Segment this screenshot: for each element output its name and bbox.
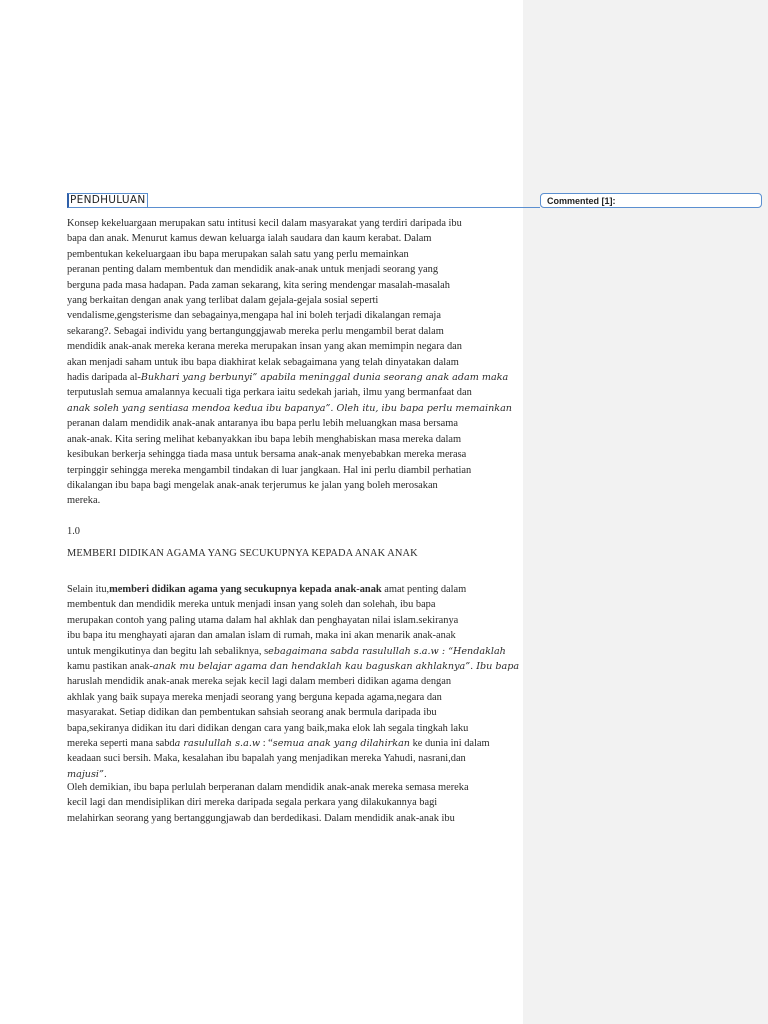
text-run: kamu pastikan anak- [67, 661, 153, 673]
text-line: terputuslah semua amalannya kecuali tiga perkara iaitu sedekah jariah, ilmu yang bermanfaat dan [67, 387, 472, 399]
section-title[interactable]: MEMBERI DIDIKAN AGAMA YANG SECUKUPNYA KEPADA ANAK ANAK [67, 548, 418, 559]
text-line: mendidik anak-anak mereka kerana mereka merupakan insan yang akan memimpin negara dan [67, 341, 462, 353]
text-line: terpinggir sehingga mereka mengambil tindakan di luar jangkaan. Hal ini perlu diambil perhatian [67, 464, 472, 476]
text-line: akhlak yang baik supaya mereka menjadi seorang yang berguna kepada agama,negara dan [67, 691, 442, 703]
text-line: peranan penting dalam membentuk dan mendidik anak-anak untuk menjadi seorang yang [67, 264, 439, 276]
text-line: Konsep kekeluargaan merupakan satu intitusi kecil dalam masyarakat yang terdiri daripada ibu [67, 218, 462, 229]
text-line: bapa dan anak. Menurut kamus dewan keluarga ialah saudara dan kaum kerabat. Dalam [67, 233, 432, 245]
text-line: peranan dalam mendidik anak-anak antaranya ibu bapa perlu lebih meluangkan masa bersama [67, 418, 458, 430]
text-line: kecil lagi dan mendisiplikan diri mereka daripada segala perkara yang dilakukannya bagi [67, 797, 438, 809]
text-line: dikalangan ibu bapa bagi mengelak anak-anak terjerumus ke jalan yang boleh merosakan [67, 479, 438, 491]
text-run: hadis daripada al- [67, 372, 141, 384]
text-line: keadaan suci bersih. Maka, kesalahan ibu bapalah yang menjadikan mereka Yahudi, nasrani,dan [67, 753, 466, 765]
text-run: : “ [260, 738, 273, 750]
text-run: Selain itu, [67, 584, 110, 595]
comment-margin-pane [523, 0, 768, 1024]
hadith-text-run: semua anak yang dilahirkan [272, 738, 410, 750]
hadith-text-line: majusi”. [67, 768, 107, 780]
text-line: melahirkan seorang yang bertanggungjawab dan berdedikasi. Dalam mendidik anak-anak ibu [67, 812, 455, 824]
text-run: mereka seperti mana sabd [67, 738, 175, 750]
text-line: Oleh demikian, ibu bapa perlulah berperanan dalam mendidik anak-anak mereka semasa mereka [67, 782, 469, 793]
text-line: haruslah mendidik anak-anak mereka sejak kecil lagi dalam memberi didikan agama dengan [67, 676, 452, 688]
text-line [67, 736, 517, 751]
text-line: masyarakat. Setiap didikan dan pembentukan sahsiah seorang anak bermula daripada ibu [67, 707, 437, 719]
text-line: sekarang?. Sebagai individu yang bertangunggjawab mereka perlu mengambil berat dalam [67, 325, 444, 337]
text-line: kesibukan berkerja sehingga tiada masa untuk bersama anak-anak menyebabkan mereka merasa [67, 449, 467, 461]
text-line: ibu bapa itu menghayati ajaran dan amalan islam di rumah, maka ini akan menarik anak-anak [67, 630, 456, 642]
text-line: pembentukan kekeluargaan ibu bapa merupakan salah satu yang perlu memainkan [67, 248, 409, 260]
text-line [67, 659, 520, 674]
text-line [67, 582, 517, 597]
text-line [67, 644, 517, 659]
paragraph-conclusion[interactable] [67, 780, 517, 826]
text-line: bapa,sekiranya didikan itu dari didikan dengan cara yang baik,maka elok lah segala tingkah laku [67, 722, 469, 734]
hadith-text-line: anak soleh yang sentiasa mendoa kedua ibu bapanya”. Oleh itu, ibu bapa perlu memainkan [67, 402, 512, 414]
hadith-text-run: Bukhari yang berbunyi” apabila meninggal dunia seorang anak adam maka [140, 372, 509, 384]
comment-balloon[interactable]: Commented [1]: [540, 193, 762, 208]
bold-text-run: memberi didikan agama yang secukupnya kepada anak-anak [109, 584, 382, 595]
text-line: vendalisme,gengsterisme dan sebagainya,mengapa hal ini boleh terjadi dikalangan remaja [67, 310, 441, 322]
comment-connector-line [137, 207, 540, 208]
text-line: merupakan contoh yang paling utama dalam hal akhlak dan penghayatan nilai islam.sekiranya [67, 614, 459, 626]
hadith-text-run: anak mu belajar agama dan hendaklah kau baguskan akhlaknya”. Ibu bapa [152, 661, 520, 673]
text-line: yang berkaitan dengan anak yang terlibat dalam gejala-gejala sosial seperti [67, 295, 379, 307]
paragraph-religious-education[interactable] [67, 582, 520, 782]
text-run: amat penting dalam [381, 584, 467, 595]
section-number: 1.0 [67, 526, 80, 537]
text-line: akan menjadi saham untuk ibu bapa diakhirat kelak sebagaimana yang telah dinyatakan dalam [67, 356, 459, 368]
text-run: untuk mengikutinya dan begitu lah sebaliknya, s [67, 645, 269, 657]
text-line [67, 370, 517, 385]
text-line: membentuk dan mendidik mereka untuk menjadi insan yang soleh dan solehah, ibu bapa [67, 599, 436, 611]
hadith-text-run: : “Hendaklah [438, 645, 506, 657]
text-run: ke dunia ini dalam [409, 738, 490, 750]
text-line: mereka. [67, 495, 101, 507]
heading-pendhuluan[interactable]: PENDHULUAN [67, 193, 148, 208]
paragraph-introduction[interactable] [67, 216, 517, 509]
hadith-text-run: a rasulullah s.a.w [174, 738, 261, 750]
hadith-text-run: ebagaimana sabda rasulullah s.a.w [268, 645, 439, 657]
text-line: anak-anak. Kita sering melihat kebanyakkan ibu bapa lebih menghabiskan masa mereka dalam [67, 433, 462, 445]
text-line: berguna pada masa hadapan. Pada zaman sekarang, kita sering mendengar masalah-masalah [67, 279, 450, 291]
